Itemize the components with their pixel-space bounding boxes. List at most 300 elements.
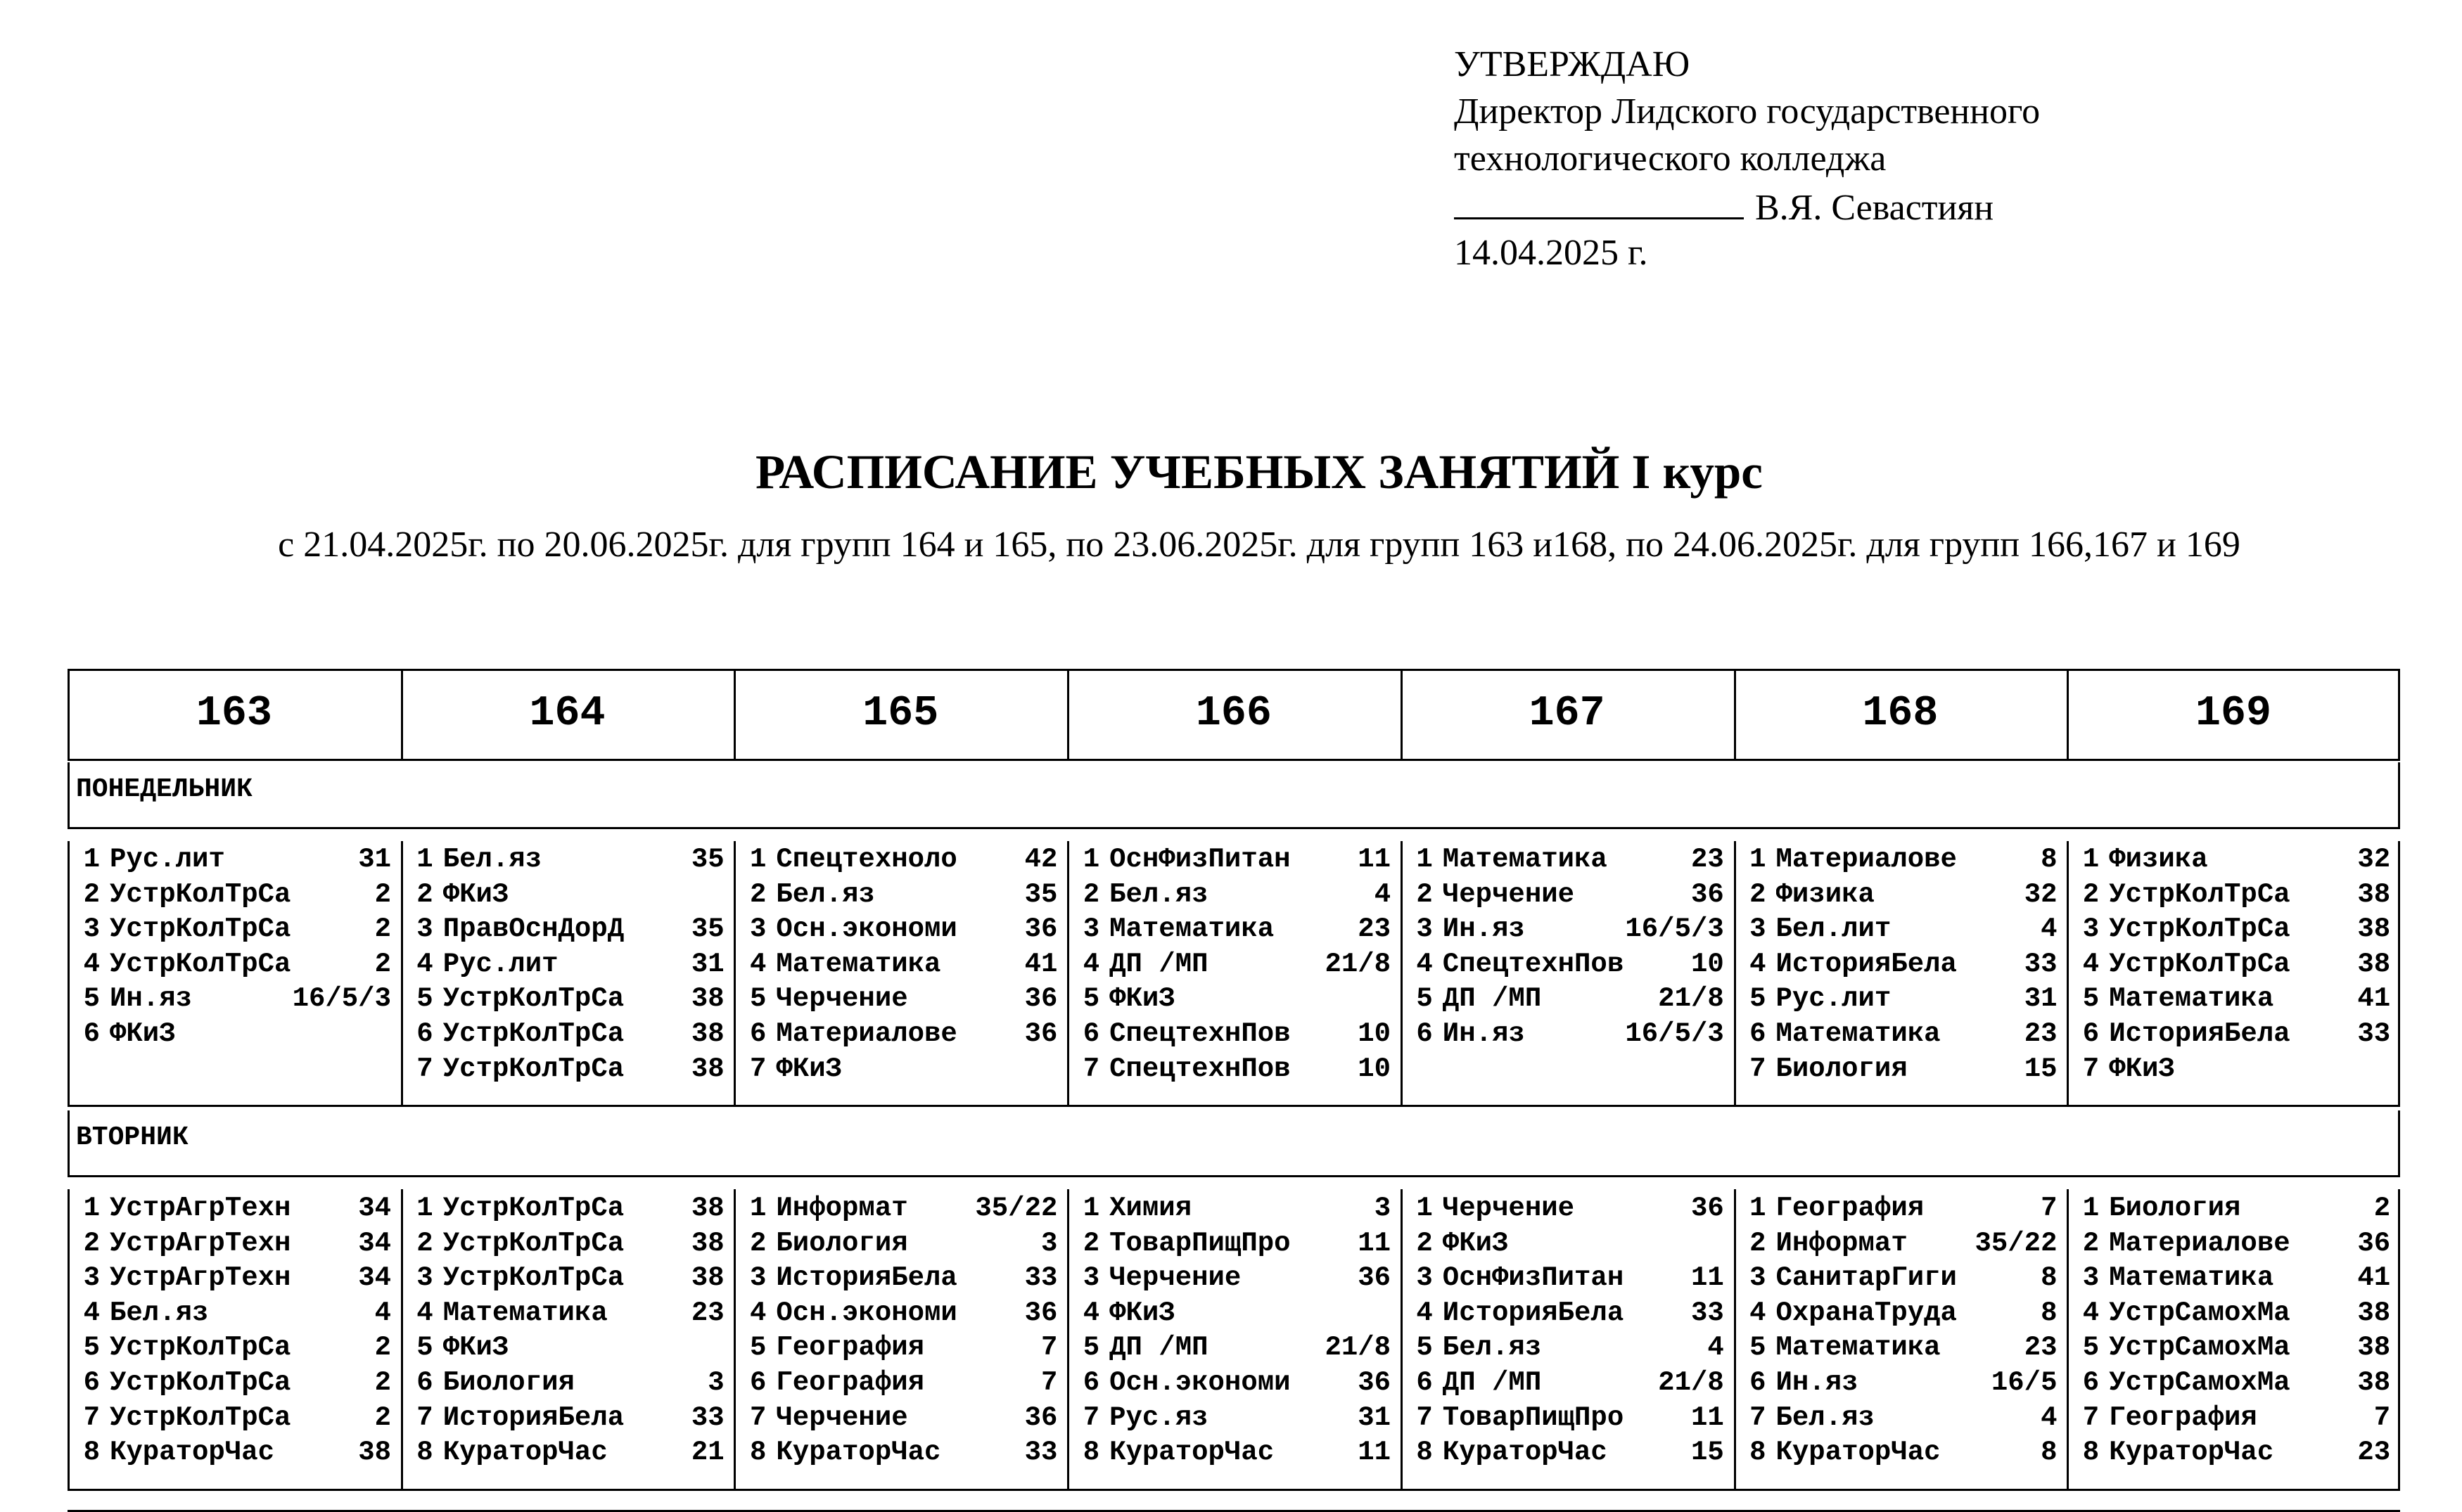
lesson-subject: Бел.яз xyxy=(776,878,875,910)
lesson-row xyxy=(2075,1296,2390,1331)
lesson-subject: ОснФизПитан xyxy=(1109,844,1291,875)
lesson-subject: СпецтехнПов xyxy=(1442,948,1624,980)
lesson-number: 3 xyxy=(1749,1262,1766,1294)
lesson-row xyxy=(409,1366,725,1401)
lesson-row xyxy=(76,1261,391,1296)
lesson-row xyxy=(1076,1261,1391,1296)
lesson-number: 2 xyxy=(416,878,433,910)
lesson-room: 42 xyxy=(1024,844,1058,875)
lesson-row xyxy=(742,1435,1057,1471)
lesson-room: 38 xyxy=(691,1053,725,1084)
lesson-row xyxy=(1076,1331,1391,1366)
lesson-room: 2 xyxy=(374,948,391,980)
lesson-subject: ИсторияБела xyxy=(1442,1297,1624,1328)
lesson-room: 21/8 xyxy=(1325,948,1391,980)
lesson-number: 3 xyxy=(1416,914,1433,945)
group-header-6: 169 xyxy=(2195,690,2272,738)
schedule-cell xyxy=(1076,843,1391,1087)
lesson-number: 3 xyxy=(416,914,433,945)
lesson-room xyxy=(385,1017,391,1052)
lesson-subject: ИсторияБела xyxy=(1775,948,1957,980)
lesson-row xyxy=(76,982,391,1017)
header-bottom-border xyxy=(68,759,2400,761)
lesson-subject: ФКиЗ xyxy=(110,1018,176,1049)
lesson-number: 1 xyxy=(2082,1193,2100,1224)
lesson-subject: УстрКолТрСа xyxy=(110,878,291,910)
lesson-row xyxy=(1742,982,2058,1017)
lesson-row xyxy=(1076,1401,1391,1436)
lesson-room: 11 xyxy=(1358,844,1391,875)
lesson-room: 32 xyxy=(2357,844,2391,875)
lesson-row xyxy=(2075,1226,2390,1262)
lesson-row xyxy=(1742,1261,2058,1296)
lesson-subject: ИсторияБела xyxy=(2109,1018,2290,1049)
lesson-row xyxy=(409,1296,725,1331)
lesson-number: 3 xyxy=(749,914,767,945)
lesson-room: 38 xyxy=(2357,914,2391,945)
lesson-subject: СпецтехнПов xyxy=(1109,1018,1291,1049)
lesson-number: 6 xyxy=(83,1018,100,1049)
lesson-room: 2 xyxy=(374,914,391,945)
lesson-row xyxy=(1409,1191,1724,1226)
lesson-row xyxy=(1742,947,2058,982)
group-header-3: 166 xyxy=(1195,690,1272,738)
lesson-number: 5 xyxy=(749,1332,767,1364)
lesson-subject: Осн.экономи xyxy=(776,914,957,945)
lesson-room: 36 xyxy=(1358,1262,1391,1294)
lesson-subject: География xyxy=(776,1366,925,1398)
lesson-room: 38 xyxy=(358,1437,391,1468)
lesson-subject: Бел.яз xyxy=(1109,878,1208,910)
lesson-row xyxy=(1076,947,1391,982)
lesson-subject: СпецтехнПов xyxy=(1109,1053,1291,1084)
lesson-room xyxy=(1385,1296,1391,1331)
lesson-room: 38 xyxy=(691,1193,725,1224)
approval-signer: В.Я. Севастиян xyxy=(1755,188,1994,228)
lesson-number: 6 xyxy=(1749,1366,1766,1398)
lesson-number: 5 xyxy=(1416,1332,1433,1364)
lesson-subject: Материалове xyxy=(1775,844,1957,875)
lesson-subject: Математика xyxy=(442,1297,608,1328)
lesson-room: 35 xyxy=(691,844,725,875)
lesson-subject: СанитарГиги xyxy=(1775,1262,1957,1294)
lesson-subject: УстрСамохМа xyxy=(2109,1332,2290,1364)
lesson-row xyxy=(76,1331,391,1366)
lesson-room: 3 xyxy=(1374,1193,1391,1224)
lesson-number: 2 xyxy=(749,878,767,910)
day-col-divider xyxy=(68,1189,70,1489)
lesson-row xyxy=(742,1226,1057,1262)
lesson-subject: География xyxy=(776,1332,925,1364)
lesson-number: 7 xyxy=(1749,1053,1766,1084)
lesson-room: 2 xyxy=(374,1366,391,1398)
lesson-subject: Черчение xyxy=(1109,1262,1242,1294)
day-col-divider xyxy=(734,841,736,1105)
lesson-number: 6 xyxy=(2082,1366,2100,1398)
lesson-number: 8 xyxy=(2082,1437,2100,1468)
lesson-row xyxy=(1742,1296,2058,1331)
lesson-number: 5 xyxy=(749,983,767,1015)
lesson-row xyxy=(1742,912,2058,947)
lesson-subject: Ин.яз xyxy=(1442,914,1525,945)
schedule-table xyxy=(68,669,2400,1511)
lesson-number: 8 xyxy=(83,1437,100,1468)
lesson-number: 1 xyxy=(83,844,100,875)
lesson-number: 5 xyxy=(1083,983,1100,1015)
lesson-number: 4 xyxy=(2082,948,2100,980)
lesson-row xyxy=(76,878,391,913)
header-col-divider xyxy=(734,669,736,759)
day-col-divider xyxy=(1401,841,1403,1105)
lesson-number: 5 xyxy=(416,1332,433,1364)
lesson-room: 36 xyxy=(1024,983,1058,1015)
lesson-subject: Рус.лит xyxy=(110,844,225,875)
lesson-room: 10 xyxy=(1690,948,1724,980)
lesson-room: 15 xyxy=(1690,1437,1724,1468)
day-label: ПОНЕДЕЛЬНИК xyxy=(76,774,253,805)
lesson-room: 38 xyxy=(691,1018,725,1049)
day-block-bottom xyxy=(68,1489,2400,1491)
lesson-subject: УстрКолТрСа xyxy=(442,1053,625,1084)
lesson-row xyxy=(742,1366,1057,1401)
lesson-row xyxy=(409,1261,725,1296)
lesson-number: 5 xyxy=(1416,983,1433,1015)
lesson-room: 21/8 xyxy=(1658,983,1724,1015)
lesson-number: 5 xyxy=(1749,1332,1766,1364)
lesson-room: 16/5/3 xyxy=(1625,914,1724,945)
lesson-subject: ИсторияБела xyxy=(776,1262,957,1294)
lesson-subject: КураторЧас xyxy=(1109,1437,1275,1468)
lesson-subject: Математика xyxy=(1442,844,1607,875)
approval-block xyxy=(1454,41,2040,276)
lesson-row xyxy=(1409,1401,1724,1436)
lesson-number: 1 xyxy=(1083,844,1100,875)
lesson-subject: КураторЧас xyxy=(110,1437,275,1468)
group-header-2: 165 xyxy=(862,690,939,738)
lesson-row xyxy=(76,1296,391,1331)
lesson-number: 2 xyxy=(1416,878,1433,910)
lesson-room: 31 xyxy=(358,844,391,875)
lesson-room: 34 xyxy=(358,1262,391,1294)
lesson-subject: ДП /МП xyxy=(1109,948,1208,980)
lesson-subject: КураторЧас xyxy=(776,1437,941,1468)
lesson-row xyxy=(76,1401,391,1436)
lesson-subject: Бел.яз xyxy=(110,1297,209,1328)
day-block-bottom xyxy=(68,1105,2400,1107)
lesson-row xyxy=(1076,1191,1391,1226)
lesson-subject: УстрАгрТехн xyxy=(110,1193,291,1224)
day-left-border xyxy=(68,762,70,827)
schedule-cell xyxy=(1742,1191,2058,1471)
lesson-subject: Математика xyxy=(776,948,941,980)
lesson-number: 3 xyxy=(1749,914,1766,945)
lesson-subject: КураторЧас xyxy=(1442,1437,1607,1468)
lesson-number: 7 xyxy=(2082,1402,2100,1433)
lesson-row xyxy=(2075,1052,2390,1087)
lesson-number: 4 xyxy=(1083,948,1100,980)
lesson-row xyxy=(409,912,725,947)
lesson-row xyxy=(742,947,1057,982)
lesson-room: 33 xyxy=(1024,1262,1058,1294)
lesson-subject: Осн.экономи xyxy=(1109,1366,1291,1398)
day-col-divider xyxy=(1067,841,1069,1105)
lesson-row xyxy=(742,1401,1057,1436)
lesson-number: 1 xyxy=(1083,1193,1100,1224)
lesson-room: 7 xyxy=(1040,1366,1058,1398)
lesson-subject: Математика xyxy=(1775,1018,1941,1049)
lesson-room: 4 xyxy=(2041,1402,2058,1433)
lesson-number: 1 xyxy=(1416,1193,1433,1224)
lesson-room: 41 xyxy=(2357,983,2391,1015)
lesson-number: 7 xyxy=(2082,1053,2100,1084)
lesson-number: 4 xyxy=(83,1297,100,1328)
lesson-number: 2 xyxy=(1083,878,1100,910)
lesson-subject: Физика xyxy=(2109,844,2208,875)
lesson-number: 5 xyxy=(83,1332,100,1364)
lesson-number: 1 xyxy=(1749,1193,1766,1224)
day-col-divider xyxy=(2067,841,2069,1105)
lesson-room: 10 xyxy=(1358,1053,1391,1084)
approval-heading: УТВЕРЖДАЮ xyxy=(1454,44,1690,84)
day-col-divider xyxy=(1734,841,1736,1105)
lesson-row xyxy=(409,1401,725,1436)
lesson-subject: УстрКолТрСа xyxy=(442,1262,625,1294)
lesson-row xyxy=(76,1435,391,1471)
lesson-number: 7 xyxy=(1083,1402,1100,1433)
lesson-subject: ТоварПищПро xyxy=(1109,1227,1291,1259)
lesson-subject: УстрКолТрСа xyxy=(110,1366,291,1398)
lesson-subject: Ин.яз xyxy=(110,983,193,1015)
lesson-row xyxy=(1742,878,2058,913)
lesson-subject: УстрКолТрСа xyxy=(110,914,291,945)
group-header-1: 164 xyxy=(529,690,606,738)
lesson-number: 8 xyxy=(749,1437,767,1468)
lesson-subject: ОснФизПитан xyxy=(1442,1262,1624,1294)
lesson-subject: Математика xyxy=(2109,1262,2274,1294)
lesson-subject: УстрКолТрСа xyxy=(442,1193,625,1224)
lesson-number: 4 xyxy=(2082,1297,2100,1328)
lesson-room: 8 xyxy=(2041,1297,2058,1328)
lesson-row xyxy=(409,1226,725,1262)
lesson-number: 4 xyxy=(83,948,100,980)
lesson-subject: УстрКолТрСа xyxy=(110,1402,291,1433)
lesson-number: 2 xyxy=(83,878,100,910)
lesson-subject: ФКиЗ xyxy=(1109,1297,1175,1328)
lesson-room: 23 xyxy=(691,1297,725,1328)
schedule-cell xyxy=(409,1191,725,1471)
lesson-row xyxy=(1076,1017,1391,1052)
lesson-room: 38 xyxy=(2357,878,2391,910)
lesson-row xyxy=(76,1366,391,1401)
header-col-divider xyxy=(1734,669,1736,759)
lesson-number: 1 xyxy=(83,1193,100,1224)
lesson-number: 3 xyxy=(1083,914,1100,945)
lesson-room: 23 xyxy=(2024,1018,2058,1049)
lesson-subject: Рус.лит xyxy=(1775,983,1892,1015)
lesson-subject: Бел.яз xyxy=(1775,1402,1875,1433)
lesson-room: 38 xyxy=(691,1227,725,1259)
lesson-subject: Биология xyxy=(776,1227,908,1259)
lesson-row xyxy=(76,843,391,878)
lesson-subject: Математика xyxy=(1775,1332,1941,1364)
lesson-room: 36 xyxy=(1024,1402,1058,1433)
lesson-row xyxy=(1076,1296,1391,1331)
lesson-subject: ТоварПищПро xyxy=(1442,1402,1624,1433)
lesson-subject: УстрКолТрСа xyxy=(110,948,291,980)
lesson-room: 41 xyxy=(2357,1262,2391,1294)
lesson-room: 10 xyxy=(1358,1018,1391,1049)
lesson-number: 4 xyxy=(416,1297,433,1328)
lesson-number: 6 xyxy=(749,1366,767,1398)
lesson-row xyxy=(1409,947,1724,982)
lesson-number: 1 xyxy=(416,1193,433,1224)
lesson-subject: Математика xyxy=(2109,983,2274,1015)
lesson-number: 6 xyxy=(416,1366,433,1398)
lesson-row xyxy=(409,1331,725,1366)
lesson-row xyxy=(2075,878,2390,913)
lesson-number: 2 xyxy=(2082,1227,2100,1259)
lesson-room: 38 xyxy=(2357,1297,2391,1328)
lesson-number: 4 xyxy=(749,948,767,980)
day-col-divider xyxy=(2398,1189,2400,1489)
day-col-divider xyxy=(734,1189,736,1489)
lesson-row xyxy=(1742,843,2058,878)
schedule-cell xyxy=(76,1191,391,1471)
lesson-row xyxy=(742,1017,1057,1052)
lesson-number: 6 xyxy=(416,1018,433,1049)
lesson-number: 2 xyxy=(1749,878,1766,910)
lesson-number: 4 xyxy=(1083,1297,1100,1328)
lesson-row xyxy=(1409,843,1724,878)
lesson-row xyxy=(76,947,391,982)
lesson-subject: Черчение xyxy=(776,1402,908,1433)
group-header-4: 167 xyxy=(1529,690,1605,738)
lesson-room: 33 xyxy=(1690,1297,1724,1328)
lesson-row xyxy=(1076,878,1391,913)
lesson-room: 35 xyxy=(691,914,725,945)
lesson-room: 31 xyxy=(691,948,725,980)
lesson-row xyxy=(2075,1366,2390,1401)
lesson-room xyxy=(1052,1052,1057,1087)
lesson-room: 36 xyxy=(1690,1193,1724,1224)
lesson-subject: ИсторияБела xyxy=(442,1402,625,1433)
lesson-row xyxy=(742,1052,1057,1087)
page-subtitle: с 21.04.2025г. по 20.06.2025г. для групп 164 и 165, по 23.06.2025г. для групп 163 и168, по 24.06.2025г. для групп 166,167 и 169 xyxy=(278,525,2240,565)
lesson-subject: УстрКолТрСа xyxy=(442,1227,625,1259)
lesson-number: 5 xyxy=(1749,983,1766,1015)
day-col-divider xyxy=(401,1189,403,1489)
signature-line xyxy=(1454,182,1744,219)
lesson-row xyxy=(1742,1366,2058,1401)
lesson-room: 7 xyxy=(1040,1332,1058,1364)
schedule-cell xyxy=(1409,1191,1724,1471)
lesson-number: 7 xyxy=(416,1402,433,1433)
lesson-number: 8 xyxy=(1416,1437,1433,1468)
lesson-number: 2 xyxy=(2082,878,2100,910)
lesson-subject: Биология xyxy=(2109,1193,2241,1224)
lesson-number: 3 xyxy=(83,914,100,945)
day-col-divider xyxy=(68,841,70,1105)
lesson-room: 38 xyxy=(2357,948,2391,980)
lesson-room: 8 xyxy=(2041,1437,2058,1468)
lesson-room: 36 xyxy=(1358,1366,1391,1398)
lesson-row xyxy=(1076,912,1391,947)
lesson-number: 2 xyxy=(416,1227,433,1259)
lesson-number: 1 xyxy=(416,844,433,875)
lesson-number: 3 xyxy=(749,1262,767,1294)
lesson-number: 4 xyxy=(416,948,433,980)
lesson-room: 21 xyxy=(691,1437,725,1468)
lesson-room: 23 xyxy=(1690,844,1724,875)
lesson-subject: Физика xyxy=(1775,878,1875,910)
lesson-subject: ДП /МП xyxy=(1109,1332,1208,1364)
lesson-row xyxy=(1742,1435,2058,1471)
lesson-subject: Черчение xyxy=(1442,1193,1575,1224)
lesson-number: 3 xyxy=(1083,1262,1100,1294)
lesson-row xyxy=(409,878,725,913)
lesson-room: 36 xyxy=(1024,1297,1058,1328)
lesson-room: 33 xyxy=(2357,1018,2391,1049)
lesson-row xyxy=(1076,1366,1391,1401)
lesson-number: 1 xyxy=(749,1193,767,1224)
lesson-subject: Ин.яз xyxy=(1442,1018,1525,1049)
lesson-row xyxy=(1409,1331,1724,1366)
lesson-subject: Информат xyxy=(1775,1227,1908,1259)
lesson-number: 4 xyxy=(1749,1297,1766,1328)
lesson-subject: Осн.экономи xyxy=(776,1297,957,1328)
lesson-number: 7 xyxy=(1416,1402,1433,1433)
lesson-subject: Рус.яз xyxy=(1109,1402,1208,1433)
day-header-separator xyxy=(68,1175,2400,1177)
lesson-row xyxy=(1409,1261,1724,1296)
lesson-subject: КураторЧас xyxy=(2109,1437,2274,1468)
lesson-number: 6 xyxy=(83,1366,100,1398)
day-col-divider xyxy=(2398,841,2400,1105)
lesson-row xyxy=(1076,843,1391,878)
lesson-row xyxy=(2075,1191,2390,1226)
lesson-room: 38 xyxy=(691,1262,725,1294)
lesson-subject: Рус.лит xyxy=(442,948,559,980)
lesson-number: 7 xyxy=(1749,1402,1766,1433)
lesson-number: 7 xyxy=(749,1053,767,1084)
lesson-room: 35/22 xyxy=(1975,1227,2058,1259)
lesson-room: 31 xyxy=(2024,983,2058,1015)
lesson-number: 3 xyxy=(83,1262,100,1294)
lesson-row xyxy=(2075,1017,2390,1052)
lesson-subject: ДП /МП xyxy=(1442,983,1542,1015)
page-title: РАСПИСАНИЕ УЧЕБНЫХ ЗАНЯТИЙ I курс xyxy=(755,445,1763,499)
approval-signature-row xyxy=(1454,182,2040,229)
group-header-0: 163 xyxy=(196,690,272,738)
schedule-cell xyxy=(742,1191,1057,1471)
approval-position-line1: Директор Лидского государственного xyxy=(1454,91,2041,132)
lesson-subject: КураторЧас xyxy=(442,1437,608,1468)
lesson-number: 5 xyxy=(1083,1332,1100,1364)
lesson-subject: УстрСамохМа xyxy=(2109,1366,2290,1398)
lesson-room xyxy=(1718,1226,1724,1262)
lesson-row xyxy=(2075,1261,2390,1296)
lesson-subject: КураторЧас xyxy=(1775,1437,1941,1468)
lesson-number: 4 xyxy=(749,1297,767,1328)
lesson-subject: Материалове xyxy=(2109,1227,2290,1259)
lesson-row xyxy=(742,1191,1057,1226)
lesson-subject: Ин.яз xyxy=(1775,1366,1858,1398)
lesson-row xyxy=(76,1017,391,1052)
lesson-row xyxy=(409,1017,725,1052)
header-col-divider xyxy=(401,669,403,759)
lesson-room: 21/8 xyxy=(1658,1366,1724,1398)
day-col-divider xyxy=(2067,1189,2069,1489)
